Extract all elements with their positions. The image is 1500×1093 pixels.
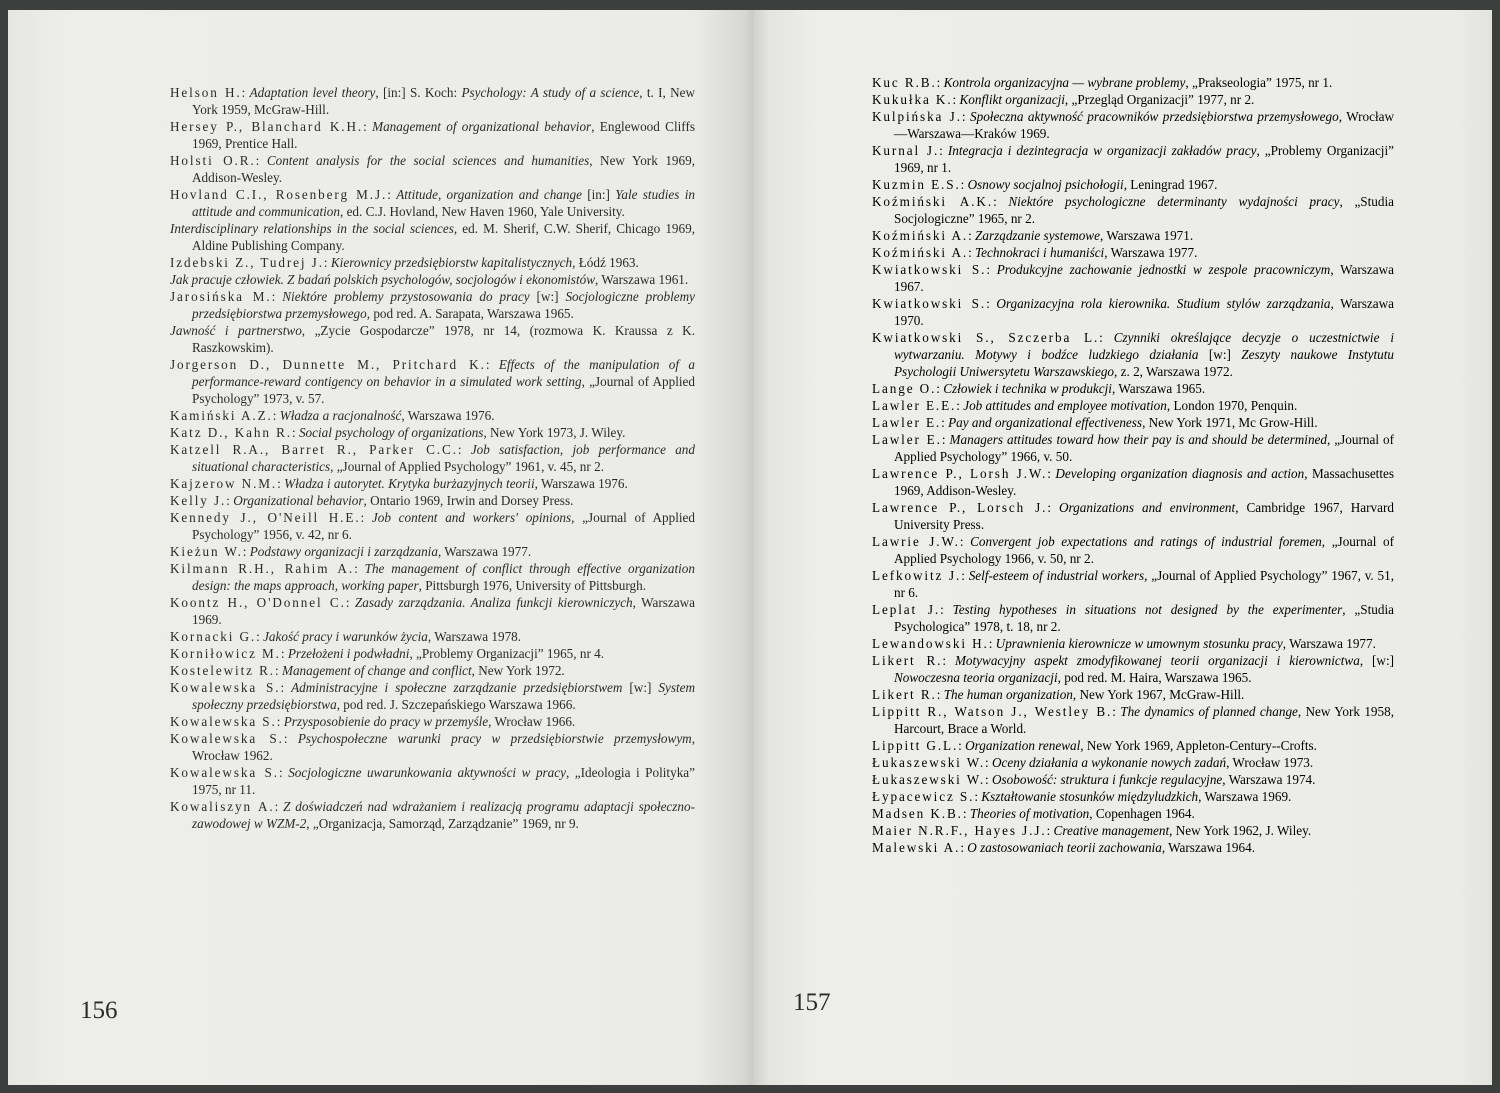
bibliography-entry: Kornacki G.: Jakość pracy i warunków życia, Warszawa 1978. <box>170 629 522 644</box>
bibliography-entry: Izdebski Z., Tudrej J.: Kierownicy przedsiębiorstw kapitalistycznych, Łódź 1963. <box>170 255 639 270</box>
bibliography-entry: Kowaliszyn A.: Z doświadczeń nad wdrażaniem i realizacją programu adaptacji społeczno-zawodowej w WZM-2, „Organizacja, Samorząd, Zarządzanie” 1969, nr 9. <box>170 799 695 831</box>
bibliography-entry: Lawler E.: Managers attitudes toward how their pay is and should be determined, „Journal of Applied Psychology” 1966, v. 50. <box>872 432 1394 464</box>
bibliography-entry: Helson H.: Adaptation level theory, [in:] S. Koch: Psychology: A study of a science, t. I, New York 1959, McGraw-Hill. <box>170 85 695 117</box>
bibliography-entry: Kennedy J., O'Neill H.E.: Job content and workers' opinions, „Journal of Applied Psychology” 1956, v. 42, nr 6. <box>170 510 695 542</box>
bibliography-entry: Lawrie J.W.: Convergent job expectations and ratings of industrial foremen, „Journal of Applied Psychology 1966, v. 50, nr 2. <box>872 534 1394 566</box>
bibliography-entry: Malewski A.: O zastosowaniach teorii zachowania, Warszawa 1964. <box>872 840 1255 855</box>
bibliography-entry: Lewandowski H.: Uprawnienia kierownicze w umownym stosunku pracy, Warszawa 1977. <box>872 636 1376 651</box>
left-page <box>8 10 753 1085</box>
bibliography-entry: Kwiatkowski S.: Produkcyjne zachowanie jednostki w zespole pracowniczym, Warszawa 1967. <box>872 262 1394 294</box>
bibliography-entry: Lippitt R., Watson J., Westley B.: The dynamics of planned change, New York 1958, Harcourt, Brace a World. <box>872 704 1394 736</box>
bibliography-entry: Jak pracuje człowiek. Z badań polskich psychologów, socjologów i ekonomistów, Warszawa 1961. <box>170 272 689 287</box>
bibliography-entry: Kelly J.: Organizational behavior, Ontario 1969, Irwin and Dorsey Press. <box>170 493 574 508</box>
bibliography-entry: Katzell R.A., Barret R., Parker C.C.: Job satisfaction, job performance and situational characteristics, „Journal of Applied Psychology” 1961, v. 45, nr 2. <box>170 442 695 474</box>
bibliography-entry: Likert R.: Motywacyjny aspekt zmodyfikowanej teorii organizacji i kierownictwa, [w:] Nowoczesna teoria organizacji, pod red. M. Haira, Warszawa 1965. <box>872 653 1394 685</box>
bibliography-entry: Kowalewska S.: Administracyjne i społeczne zarządzanie przedsiębiorstwem [w:] System społeczny przedsiębiorstwa, pod red. J. Szczepańskiego Warszawa 1966. <box>170 680 695 712</box>
bibliography-entry: Korniłowicz M.: Przełożeni i podwładni, „Problemy Organizacji” 1965, nr 4. <box>170 646 605 661</box>
bibliography-entry: Kuzmin E.S.: Osnowy socjalnoj psichołogii, Leningrad 1967. <box>872 177 1218 192</box>
bibliography-entry: Lefkowitz J.: Self-esteem of industrial workers, „Journal of Applied Psychology” 1967, v. 51, nr 6. <box>872 568 1395 600</box>
bibliography-entry: Łukaszewski W.: Osobowość: struktura i funkcje regulacyjne, Warszawa 1974. <box>872 772 1316 787</box>
bibliography-entry: Koontz H., O'Donnel C.: Zasady zarządzania. Analiza funkcji kierowniczych, Warszawa 1969. <box>170 595 695 627</box>
bibliography-entry: Łypacewicz S.: Kształtowanie stosunków międzyludzkich, Warszawa 1969. <box>872 789 1292 804</box>
bibliography-entry: Koźmiński A.: Technokraci i humaniści, Warszawa 1977. <box>872 245 1198 260</box>
bibliography-entry: Likert R.: The human organization, New York 1967, McGraw-Hill. <box>872 687 1245 702</box>
bibliography-entry: Lawrence P., Lorsch J.: Organizations and environment, Cambridge 1967, Harvard University Press. <box>872 500 1394 532</box>
bibliography-entry: Leplat J.: Testing hypotheses in situations not designed by the experimenter, „Studia Psychologica” 1978, t. 18, nr 2. <box>872 602 1394 634</box>
bibliography-entry: Hovland C.I., Rosenberg M.J.: Attitude, organization and change [in:] Yale studies in attitude and communication, ed. C.J. Hovland, New Haven 1960, Yale University. <box>170 187 695 219</box>
page-number-left: 156 <box>80 997 118 1024</box>
bibliography-entry: Lawrence P., Lorsh J.W.: Developing organization diagnosis and action, Massachusettes 1969, Addison-Wesley. <box>872 466 1394 498</box>
bibliography-entry: Kwiatkowski S.: Organizacyjna rola kierownika. Studium stylów zarządzania, Warszawa 1970. <box>872 296 1394 328</box>
bibliography-entry: Hersey P., Blanchard K.H.: Management of organizational behavior, Englewood Cliffs 1969, Prentice Hall. <box>170 119 695 151</box>
bibliography-entry: Kilmann R.H., Rahim A.: The management of conflict through effective organization design: the maps approach, working paper, Pittsburgh 1976, University of Pittsburgh. <box>170 561 695 593</box>
bibliography-entry: Kieżun W.: Podstawy organizacji i zarządzania, Warszawa 1977. <box>170 544 532 559</box>
bibliography-entry: Kamiński A.Z.: Władza a racjonalność, Warszawa 1976. <box>170 408 495 423</box>
bibliography-entry: Kajzerow N.M.: Władza i autorytet. Krytyka burżazyjnych teorii, Warszawa 1976. <box>170 476 628 491</box>
bibliography-entry: Kwiatkowski S., Szczerba L.: Czynniki określające decyzje o uczestnictwie i wytwarzaniu. Motywy i bodźce ludzkiego działania [w:] Zeszyty naukowe Instytutu Psychologii Uniwersytetu Warszawskiego, z. 2, Warszawa 1972. <box>872 330 1395 379</box>
bibliography-entry: Maier N.R.F., Hayes J.J.: Creative management, New York 1962, J. Wiley. <box>872 823 1312 838</box>
bibliography-entry: Kukułka K.: Konflikt organizacji, „Przegląd Organizacji” 1977, nr 2. <box>872 92 1255 107</box>
bibliography-entry: Jawność i partnerstwo, „Zycie Gospodarcze” 1978, nr 14, (rozmowa K. Kraussa z K. Raszkowskim). <box>170 323 696 355</box>
bibliography-entry: Lawler E.: Pay and organizational effectiveness, New York 1971, Mc Grow-Hill. <box>872 415 1318 430</box>
bibliography-entry: Kowalewska S.: Psychospołeczne warunki pracy w przedsiębiorstwie przemysłowym, Wrocław 1962. <box>170 731 695 763</box>
bibliography-entry: Katz D., Kahn R.: Social psychology of organizations, New York 1973, J. Wiley. <box>170 425 626 440</box>
bibliography-list-left <box>170 84 695 832</box>
bibliography-entry: Lawler E.E.: Job attitudes and employee motivation, London 1970, Penquin. <box>872 398 1298 413</box>
bibliography-entry: Jorgerson D., Dunnette M., Pritchard K.: Effects of the manipulation of a performance-reward contigency on behavior in a simulated work setting, „Journal of Applied Psychology” 1973, v. 57. <box>170 357 695 406</box>
bibliography-entry: Łukaszewski W.: Oceny działania a wykonanie nowych zadań, Wrocław 1973. <box>872 755 1314 770</box>
bibliography-entry: Koźmiński A.K.: Niektóre psychologiczne determinanty wydajności pracy, „Studia Socjologiczne” 1965, nr 2. <box>872 194 1395 226</box>
bibliography-entry: Jarosińska M.: Niektóre problemy przystosowania do pracy [w:] Socjologiczne problemy przedsiębiorstwa przemysłowego, pod red. A. Sarapata, Warszawa 1965. <box>170 289 695 321</box>
bibliography-entry: Kostelewitz R.: Management of change and conflict, New York 1972. <box>170 663 565 678</box>
bibliography-entry: Kuc R.B.: Kontrola organizacyjna — wybrane problemy, „Prakseologia” 1975, nr 1. <box>872 75 1333 90</box>
bibliography-entry: Kulpińska J.: Społeczna aktywność pracowników przedsiębiorstwa przemysłowego, Wrocław—Warszawa—Kraków 1969. <box>872 109 1394 141</box>
bibliography-entry: Holsti O.R.: Content analysis for the social sciences and humanities, New York 1969, Addison-Wesley. <box>170 153 696 185</box>
bibliography-entry: Lippitt G.L.: Organization renewal, New York 1969, Appleton-Century--Crofts. <box>872 738 1317 753</box>
bibliography-entry: Lange O.: Człowiek i technika w produkcji, Warszawa 1965. <box>872 381 1206 396</box>
bibliography-entry: Interdisciplinary relationships in the social sciences, ed. M. Sherif, C.W. Sherif, Chicago 1969, Aldine Publishing Company. <box>170 221 695 253</box>
bibliography-entry: Kurnal J.: Integracja i dezintegracja w organizacji zakładów pracy, „Problemy Organizacji” 1969, nr 1. <box>872 143 1394 175</box>
page-number-right: 157 <box>793 989 831 1016</box>
bibliography-entry: Madsen K.B.: Theories of motivation, Copenhagen 1964. <box>872 806 1195 821</box>
bibliography-entry: Koźmiński A.: Zarządzanie systemowe, Warszawa 1971. <box>872 228 1194 243</box>
bibliography-list-right <box>872 74 1394 856</box>
bibliography-entry: Kowalewska S.: Przysposobienie do pracy w przemyśle, Wrocław 1966. <box>170 714 576 729</box>
bibliography-entry: Kowalewska S.: Socjologiczne uwarunkowania aktywności w pracy, „Ideologia i Polityka” 1975, nr 11. <box>170 765 695 797</box>
